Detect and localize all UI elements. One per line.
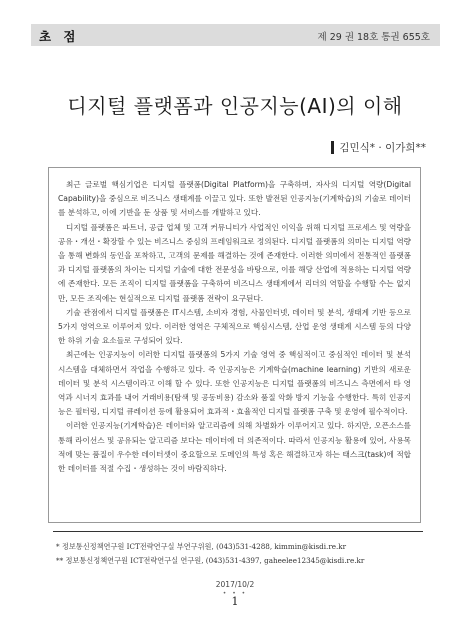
footer-dots: • • • bbox=[222, 590, 248, 597]
footer-date: 2017/10/2 bbox=[215, 580, 255, 589]
footnote-divider bbox=[53, 531, 423, 532]
footnote-item: * 정보통신정책연구원 ICT전략연구실 부연구위원, (043)531-4288, kimmin@kisdi.re.kr bbox=[56, 542, 347, 551]
header-bar bbox=[31, 24, 440, 46]
abstract-box bbox=[48, 167, 421, 523]
author-names: 김민식* · 이가희** bbox=[339, 142, 426, 154]
footnotes bbox=[56, 540, 436, 568]
abstract-paragraph: 기술 관점에서 디지털 플랫폼은 IT시스템, 소비자 경험, 사물인터넷, 데이터 및 분석, 생태계 기반 등으로 5가지 영역으로 이루어져 있다. 이러한 영역은 구체적으로 핵심시스템, 산업 운영 생태계 시스템 등의 다양한 하위 기술 요소들로 구성되어 있다. bbox=[58, 307, 411, 346]
issue-info: 제 29 권 18호 통권 655호 bbox=[317, 32, 430, 43]
page-number: 1 bbox=[231, 595, 239, 608]
page-footer bbox=[0, 580, 470, 608]
footnote-item: ** 정보통신정책연구원 ICT전략연구실 연구원, (043)531-4397, gaheelee12345@kisdi.re.kr bbox=[56, 556, 365, 565]
authors bbox=[331, 140, 426, 155]
section-label: 초 점 bbox=[39, 29, 80, 44]
abstract-paragraph: 이러한 인공지능(기계학습)은 데이터와 알고리즘에 의해 차별화가 이루어지고 있다. 하지만, 오픈소스를 통해 라이선스 및 공유되는 알고리즘 보다는 데이터에 더 의존적이다. 따라서 인공지능 활용에 있어, 사용목적에 맞는 품질이 우수한 데이터셋이 중요할으로 도메인의 특성 혹은 해결하고자 하는 태스크(task)에 적합한 데이터를 적절 수집・생성하는 것이 바람직하다. bbox=[58, 421, 411, 474]
abstract-paragraph: 최근 글로벌 핵심기업은 디지털 플랫폼(Digital Platform)을 구축하며, 자사의 디지털 역량(Digital Capability)을 중심으로 비즈니스 생태계를 이끌고 있다. 또한 발전된 인공지능(기계학습)의 기술로 데이터를 분석하고, 이에 기반을 둔 상품 및 서비스를 개발하고 있다. bbox=[58, 180, 411, 218]
abstract-paragraph: 디지털 플랫폼은 파트너, 공급 업체 및 고객 커뮤니티가 사업적인 이익을 위해 디지털 프로세스 및 역량을 공유・개선・확장할 수 있는 비즈니스 중심의 프레임워크로 정의된다. 디지털 플랫폼의 의미는 디지털 역량을 통해 변화의 동인을 포착하고, 고객의 문제를 해결하는 것에 존재한다. 이러한 의미에서 전통적인 플랫폼과 디지털 플랫폼의 차이는 디지털 기술에 대한 전문성을 바탕으로, 이를 해당 산업에 적용하는 디지털 역량에 존재한다. 모든 조직이 디지털 플랫폼을 구축하여 비즈니스 생태계에서 리더의 역할을 수행할 수는 없지만, 모든 조직에는 현실적으로 디지털 플랫폼 전략이 요구된다. bbox=[58, 222, 411, 303]
abstract-paragraph: 최근에는 인공지능이 이러한 디지털 플랫폼의 5가지 기술 영역 중 핵심적이고 중심적인 데이터 및 분석 시스템을 대체하면서 작업을 수행하고 있다. 즉 인공지능은 기계학습(machine learning) 기반의 새로운 데이터 및 분석 시스템이라고 이해 할 수 있다. 또한 인공지능은 디지털 플랫폼의 비즈니스 측면에서 타 영역과 시너지 효과를 내어 거래비용(탐색 및 공동비용) 감소와 품질 악화 방지 기능을 수행한다. 특히 인공지능은 필터링, 디지털 큐레이션 등에 활용되어 효과적・효율적인 디지털 플랫폼 구축 및 운영에 필수적이다. bbox=[58, 350, 411, 417]
article-title: 디지털 플랫폼과 인공지능(AI)의 이해 bbox=[67, 94, 403, 118]
author-marker bbox=[331, 141, 334, 154]
